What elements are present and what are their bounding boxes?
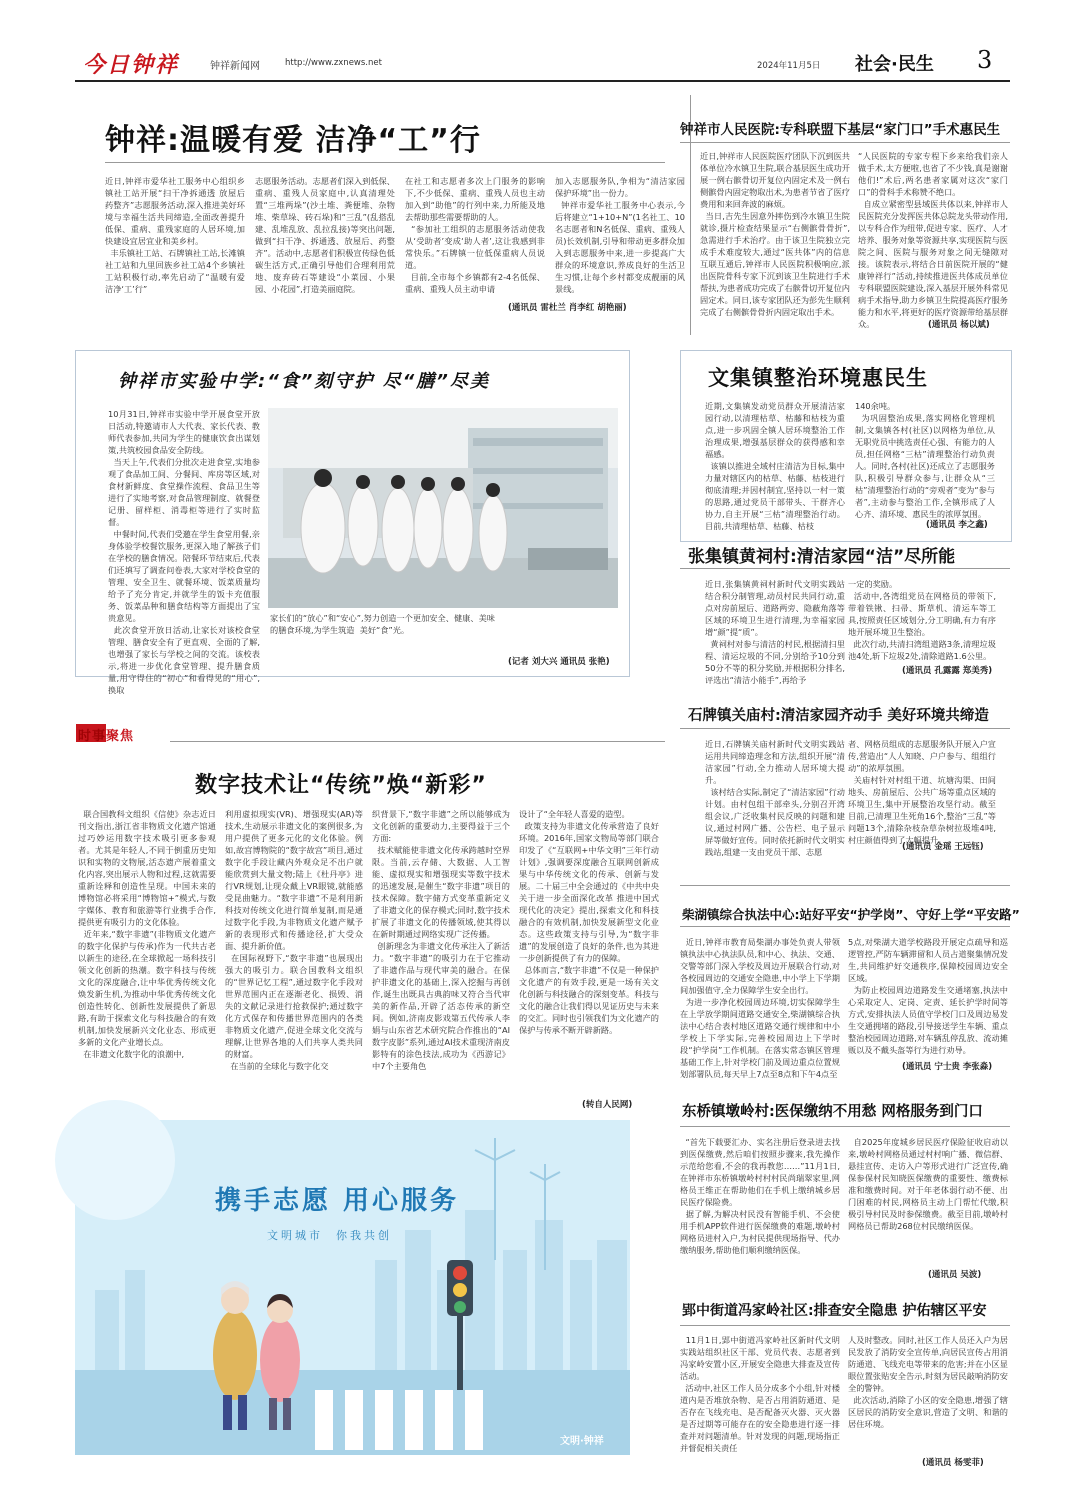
school-caption: 家长们的“放心”和“安心”,努力创造一个更加安全、健康、美味的膳食环境,为学生筑造 美好“食”光。 <box>270 613 495 635</box>
yingzhong-col-1: 11月1日,郢中街道冯家岭社区新时代文明实践站组织社区干部、党员代表、志愿者到冯家岭安置小区,开展安全隐患大排查及宣传活动。 活动中,社区工作人员分成多个小组,针对楼道内是否堆放杂物、是否占用消防通道、是否存在飞线充电、是否配备灭火器、灭火器是否过期等可能存在的安全隐患进行逐一排查并对问题清单。针对发现的问题,现场指正并督促相关责任 <box>680 1335 840 1453</box>
masthead-rule <box>75 80 1010 82</box>
zhangji-headline: 张集镇黄祠村:清洁家园“洁”尽所能 <box>688 547 956 567</box>
lead-col-2: 志愿服务活动。志愿者们深入到低保、重病、重残人员家庭中,认真清理处置“三堆两垛”(沙土堆、粪便堆、杂物堆、柴草垛、砖石垛)和“三乱”(乱搭乱建、乱堆乱放、乱拉乱接)等突出问题,做到“扫干净、拆通透、放屋后、药整齐”。活动中,志愿者们积极宣传绿色低碳生活方式,正确引导他们合理利用荒地、废弃砖石等建设“小菜园、小果园、小花园”,打造美丽庭院。 <box>255 176 395 294</box>
section-name: 社会·民生 <box>855 54 934 75</box>
dongqiao-rule <box>680 1126 1010 1127</box>
focus-label-text: 时事聚焦 <box>78 729 135 744</box>
shipai-byline: (通讯员 金瑶 王远钰) <box>902 842 984 852</box>
focus-col-2: 利用虚拟现实(VR)、增强现实(AR)等技术,生动展示非遗文化的案例很多,为用户提供了更多元化的文化体验。例如,故宫博物院的“数字故宫”项目,通过数字化手段让藏内外观众足不出户就能欣赏到大量文物;陆上《杜丹亭》进行VR规划,让现众戴上VR眼镜,就能感受昆曲魅力。“数字非遗”不是利用新科技对传统文化进行简单复制,而是通过数字化手段,为非物质文化遗产赋予新的表现形式和传播途径,扩大受众面、提升新价值。 在国际视野下,“数字非遗”也展现出强大的吸引力。联合国教科文组织的“世界记忆工程”,通过数字化手段对世界范围内正在逐渐老化、损毁、消失的文献记录进行抢救保护;通过数字化方式保存和传播世界范围内的各类非物质文化遗产,促进全球文化交流与理解,让世界各地的人们共享人类共同的财富。 在当前的全球化与数字化交 <box>225 809 363 1071</box>
hospital-col-2: “人民医院的专家专程下乡来给我们亲人做手术,太方便啦,也省了不少钱,真是谢谢他们!”术后,两名患者家属对这次“家门口”的骨科手术称赞不绝口。 自成立紧密型县域医共体以来,钟祥市人民医院充分发挥医共体总院龙头带动作用,以专科合作为纽带,促进专家、医疗、人才培养、服务对象等资源共享,实现医院与医院之间、医院与服务对象之间无缝隙对接。该院表示,将结合日前医院开展的“健康钟祥行”活动,持续推进医共体成员单位专科联盟医院建设,深入基层开展外科常见病手术指导,助力乡镇卫生院提高医疗服务能力和水平,将更好的医疗资源带给基层群众。 <box>858 151 1008 329</box>
shipai-rule <box>680 728 1010 729</box>
yingzhong-col-2: 人及时整改。同时,社区工作人员还入户为居民发放了消防安全宣传单,向居民宣传占用消防通道、飞线充电等带来的危害;并在小区显眼位置张贴安全告示,时刻为居民敲响消防安全的警钟。 此次活动,消除了小区的安全隐患,增强了辖区居民的消防安全意识,营造了文明、和谐的居住环境。 <box>848 1335 1008 1429</box>
dongqiao-headline: 东桥镇墩岭村:医保缴纳不用愁 网格服务到门口 <box>682 1104 983 1120</box>
wenji-byline: (通讯员 李之鑫) <box>926 520 988 530</box>
hospital-col-1: 近日,钟祥市人民医院医疗团队下沉到医共体单位冷水镇卫生院,联合基层医生成功开展一例右髌骨切开复位内固定术及一例右侧髌骨内固定物取出术,为患者节省了医疗费用和来回奔波的麻烦。 当日,吉先生因意外摔伤到冷水镇卫生院就诊,摄片检查结果显示“右侧髌骨骨折”,急需进行手术治疗。由于该卫生院独立完成手术难度较大,通过“医共体”内的信息互联互通后,钟祥市人民医院积极响应,派出医院骨科专家下沉到该卫生院进行手术帮扶,为患者成功完成了右髌骨切开复位内固定术。同日,该专家团队还为彭先生顺利完成了右侧髌骨骨折内固定取出手术。 <box>700 151 850 317</box>
focus-col-4: 设计了“全年轻人喜爱的造型。 政策支持为非遗文化传承营造了良好环境。2016年,国家文物局等部门联合印发了《“互联网+中华文明”三年行动计划》,强调要深度融合互联网创新成果与中华传统文化的传承、创新与发展。二十届三中全会通过的《中共中央关于进一步全面深化改革 推进中国式现代化的决定》提出,探索文化和科技融合的有效机制,加快发展新型文化业态。这些政策支持与引导,为“数字非遗”的发展创造了良好的条件,也为其进一步创新提供了有力的保障。 总体而言,“数字非遗”不仅是一种保护文化遗产的有效手段,更是一场有关文化创新与科技融合的深刻变革。科技与文化的融合让我们得以见证历史与未来的交汇。同时也引领我们为文化遗产的保护与传承不断开辟新路。 <box>519 809 659 1035</box>
poster-footer: 文明·钟祥 <box>560 1436 604 1447</box>
focus-headline: 数字技术让“传统”焕“新彩” <box>195 773 487 798</box>
yingzhong-rule <box>680 1325 1010 1326</box>
masthead <box>75 48 1010 78</box>
lead-byline: (通讯员 雷杜兰 肖李红 胡艳丽) <box>508 303 627 313</box>
lead-col-3: 在社工和志愿者多次上门服务的影响下,不少低保、重病、重残人员也主动加入到“助他”的行列中来,力所能及地去帮助那些需要帮助的人。 “参加社工组织的志愿服务活动使我从‘受助者’变成‘助人者’,这让我感到非常快乐。”石牌镇一位低保重病人员说道。 目前,全市每个乡镇都有2-4名低保、重病、重残人员主动申请 <box>405 176 545 294</box>
chaihu-rule <box>680 926 1010 927</box>
chaihu-top-rule <box>680 885 1010 886</box>
site-name: 钟祥新闻网 <box>210 61 260 72</box>
chaihu-col-1: 近日,钟祥市教育局柴湖办事处负责人带领镇执法中心执法队员,和中心、执法、交通、交警等部门深入学校及周边开展联合行动,对各校园周边的交通安全隐患,中小学上下学期间加强值守,全力保障学生安全出行。 为进一步净化校园周边环境,切实保障学生在上学放学期间道路交通安全,柴湖镇综合执法中心结合表村地区道路交通行规律和中小学校上下学实际,完善校园周边上下学时段“护学岗”工作机制。在落实常态镇区管理基础工作上,针对学校门前及周边重点位置规划部署队员,每天早上7点至8点和下午4点至 <box>680 937 840 1079</box>
masthead-logo[interactable]: 今日钟祥 <box>83 52 180 78</box>
volunteer-poster <box>75 1120 630 1455</box>
lead-headline: 钟祥:温暖有爱 洁净“工”行 <box>105 123 481 158</box>
focus-top-rule <box>170 741 665 742</box>
zhangji-byline: (通讯员 孔露露 郑美秀) <box>902 666 993 676</box>
lead-col-1: 近日,钟祥市爱华社工服务中心组织乡镇社工站开展“扫干净拆通透 放屋后 药整齐”志愿服务活动,深入推进美好环境与幸福生活共同缔造,全面改善提升低保、重病、重残家庭的人居环境,加快建设宜居宜业和美乡村。 丰乐镇社工站、石牌镇社工站,长滩镇社工站和九里回族乡社工站4个乡镇社工站积极行动,率先启动了“温暖有爱 洁净‘工’行” <box>105 176 245 294</box>
school-byline: (记者 刘大兴 通讯员 张艳) <box>508 657 610 667</box>
site-url[interactable]: http://www.zxnews.net <box>285 58 382 68</box>
hospital-rule <box>680 142 1010 143</box>
poster-subtitle: 文明城市 你我共创 <box>267 1229 392 1242</box>
focus-col-1: 联合国教科文组织《信使》杂志近日刊文指出,浙江省非物质文化遗产馆通过巧妙运用数字技术吸引更多参观者。尤其是年轻人,不同于倒重历史知识和实物的文物展,活态遗产展着重文化内容,突出展示人物和过程,这就需要重新诠释和创造性呈现。中国未来的博物馆必将采用“博物馆+”模式,与数字媒体、教育和旅游等行业携手合作,提供更有吸引力的文化体验。 近年来,“数字非遗”(非物质文化遗产的数字化保护与传承)作为一代共古老以新生的途径,在全球掀起一场科技引领文化创新的热潮。数字科技与传统文化的深度融合,让中华优秀传统文化焕发新生机,为推动中华优秀传统文化创造性转化、创新性发展提供了新思路,有助于探索文化与科技融合的有效机制,加快发展新兴文化业态、形成更多新的文化产业增长点。 在非遗文化数字化的浪潮中, <box>78 809 216 1059</box>
chaihu-headline: 柴湖镇综合执法中心:站好平安“护学岗”、守好上学“平安路” <box>682 907 1020 922</box>
lead-col-4: 加入志愿服务队,争相为“清洁家园 保护环境”出一份力。 钟祥市爱华社工服务中心表示,今后将建立“1+10+N”(1名社工、10名志愿者和N名低保、重病、重残人员)长效机制,引导和带动更多群众加入到志愿服务中来,进一步提高广大群众的环境意识,养成良好的生活卫生习惯,让每个乡村都变成靓丽的风景线。 <box>555 176 685 294</box>
shipai-col-1: 近日,石牌镇关庙村新时代文明实践站运用共同缔造理念和方法,组织开展“清洁家园”行动,全力推动人居环境大提升。 该村结合实际,制定了“清洁家园”行动计划。由村包组干部牵头,分别召开湾组会议,广泛收集村民反映的问题和建议,通过村网广播、公告栏、电子显示屏等做好宣传。同时依托新时代文明实践站,组建一支由党员干部、志愿 <box>705 739 845 857</box>
dongqiao-byline: (通讯员 吴波) <box>928 1270 982 1280</box>
hospital-headline: 钟祥市人民医院:专科联盟下基层“家门口”手术惠民生 <box>680 122 1001 138</box>
issue-date: 2024年11月5日 <box>757 61 821 71</box>
focus-byline: (转自人民网) <box>582 1100 633 1110</box>
dongqiao-col-2: 自2025年度城乡居民医疗保险征收启动以来,墩岭村网格员通过村村响广播、微信群、悬挂宣传、走访入户等形式进行广泛宣传,确保参保村民知晓医保缴费的重要性、缴费标准和缴费时间。对于年老体弱行动不便、出门困难的村民,网格员主动上门帮忙代缴,积极引导村民及时参保缴费。截至目前,墩岭村网格员已帮助268位村民缴纳医保。 <box>848 1137 1008 1231</box>
school-text: 10月31日,钟祥市实验中学开展食堂开放日活动,特邀请市人大代表、家长代表、教师代表参加,共同为学生的健康饮食出谋划策,共筑校园食品安全防线。 当天上午,代表们分批次走进食堂,实地参观了食品加工间、分餐间、库房等区域,对食材新鲜度、食堂操作流程、食品卫生等进行了实地考察,对食品管理制度、就餐登记册、留样柜、消毒柜等进行了实时监督。 中餐时间,代表们受邀在学生食堂用餐,亲身体验学校餐饮服务,更深入地了解孩子们在学校的膳食情况。陪餐环节结束后,代表们还填写了调查问卷表,大家对学校食堂的管理、安全卫生、就餐环境、饭菜质量均给予了充分肯定,并就学生的饭卡充值服务、饭菜品种和膳食结构等方面提出了宝贵意见。 此次食堂开放日活动,让家长对该校食堂管理、膳食安全有了更直观、全面的了解,也增强了家长与学校之间的交流。该校表示,将进一步优化食堂管理、提升膳食质量,用守得住的“初心”和看得见的“用心”,换取 <box>108 409 260 695</box>
wenji-col-2: 140余吨。 为巩固整治成果,落实网格化管理机制,文集镇各村(社区)以网格为单位,从无职党员中挑选责任心强、有能力的人员,担任网格“三枯”清理整治行动负责人。同时,各村(社区)还成立了志愿服务队,积极引导群众参与,让群众从“三枯”清理整治行动的“旁观者”变为“参与者”,主动参与整治工作,全镇形成了人心齐、清环境、惠民生的浓厚氛围。 <box>855 401 995 519</box>
wenji-headline: 文集镇整治环境惠民生 <box>708 366 928 390</box>
focus-label <box>76 724 171 742</box>
hospital-byline: (通讯员 杨以斌) <box>928 320 990 330</box>
school-headline: 钟祥市实验中学:“食”刻守护 尽“膳”尽美 <box>118 371 490 392</box>
focus-col-3: 织背景下,“数字非遗”之所以能够成为文化创新的重要动力,主要得益于三个方面: 技术赋能使非遗文化传承跨越时空界限。当前,云存储、大数据、人工智能、虚拟现实和增强现实等数字技术的迅速发展,是催生“数字非遗”项目的技术保障。数字储方式变革重新定义了非遗文化的保存模式;同时,数字技术扩展了非遗文化的传播领域,使其得以在新时期通过网络实现广泛传播。 创新理念为非遗文化传承注入了新活力。“数字非遗”的吸引力在于它推动了非遗作品与现代审美的融合。在保护非遗文化的基础上,深入挖掘与再创作,诞生出既具古典韵味又符合当代审美的新作品,开辟了活态传承的新空间。例如,济南皮影戏第五代传承人李娟与山东省艺术研究院合作推出的“AI数字皮影”系列,通过AI技术重现济南皮影特有的涂色技法,成功为《西游记》中7个主要角色 <box>372 809 510 1071</box>
canteen-photo <box>268 408 618 608</box>
lead-rule <box>105 162 665 163</box>
poster-art <box>75 1120 630 1455</box>
shipai-col-2: 者、网格员组成的志愿服务队开展入户宣传,营造出“人人知晓、户户参与、组组行动”的浓厚氛围。 关庙村针对村组干道、坑塘沟渠、田间地头、房前屋后、公共广场等重点区域的环境卫生,集中开展整治攻坚行动。截至目前,已清理卫生死角16个,整治“三乱”等问题13个,清除杂枝杂草杂树拉圾堆4吨,村庄颜值得到了大幅提升。 <box>848 739 996 845</box>
chaihu-col-2: 5点,对柴湖大道学校路段开展定点疏导和巡逻管控,严防车辆滞留和人员占道聚集情况发生,共同维护好交通秩序,保障校园周边安全区域。 为防止校园周边道路发生交通堵塞,执法中心采取定人、定岗、定责、延长护学时间等方式,安排执法人员值守学校门口及周边易发生交通拥堵的路段,引导接送学生车辆、重点整治校园周边道路,对车辆乱停乱放、流动摊贩以及不戴头盔等行为进行劝导。 <box>848 937 1008 1055</box>
wenji-col-1: 近期,文集镇发动党员群众开展清洁家园行动,以清理枯草、枯藤和枯枝为重点,进一步巩固全镇人居环境整治工作治理成果,增强基层群众的获得感和幸福感。 该镇以推进全域村庄清洁为目标,集中力量对辖区内的枯草、枯藤、枯枝进行彻底清理;并因村制宜,坚持以一村一策的思路,通过党员干部带头、干群齐心协力,自主开展“三枯”清理整治行动。目前,共清理枯草、枯藤、枯枝 <box>705 401 845 531</box>
zhangji-rule <box>680 568 1010 569</box>
poster-title: 携手志愿 用心服务 <box>215 1186 460 1216</box>
yingzhong-byline: (通讯员 杨雯菲) <box>922 1458 984 1468</box>
zhangji-col-1: 近日,张集镇黄祠村新时代文明实践站结合积分制管理,动员村民共同行动,重点对房前屋后、道路两旁、隐蔽角落等区域的环境卫生进行清理,为幸福家园增“颜”提“质”。 黄祠村对参与清洁的村民,根据清扫里程、清运垃圾的不同,分别给予10分到50分不等的积分奖励,并根据积分排名,评选出“清洁小能手”,再给予 <box>705 579 845 685</box>
chaihu-byline: (通讯员 宁士贵 李张淼) <box>902 1062 993 1072</box>
shipai-headline: 石牌镇关庙村:清洁家园齐动手 美好环境共缔造 <box>688 708 989 724</box>
zhangji-col-2: 一定的奖励。 活动中,各湾组党员在网格员的带领下,带着铁锹、扫帚、斯草机、清运车等工具,按照责任区域划分,分工明确,有力有序地开展环境卫生整治。 此次行动,共清扫湾组道路3条,清理垃圾池4处,斩下垃圾2处,清除道路1.6公里。 <box>848 579 996 661</box>
page-number: 3 <box>977 46 993 74</box>
dongqiao-col-1: “首先下载要汇办、实名注册后登录进去找到医保缴费,然后咱们按照步骤来,我先操作示范给您看,不会的我再教您……”11月1日,在钟祥市东桥镇墩岭村村村民尚瑞翠家里,网格员王维正在帮助他们在手机上缴纳城乡居民医疗保险费。 据了解,为解决村民没有智能手机、不会使用手机APP软件进行医保缴费的难题,墩岭村网格员进村入户,为村民提供现场指导、代办缴纳服务,帮助他们顺利缴纳医保。 <box>680 1137 840 1255</box>
yingzhong-headline: 郢中街道冯家岭社区:排查安全隐患 护佑辖区平安 <box>682 1303 987 1319</box>
